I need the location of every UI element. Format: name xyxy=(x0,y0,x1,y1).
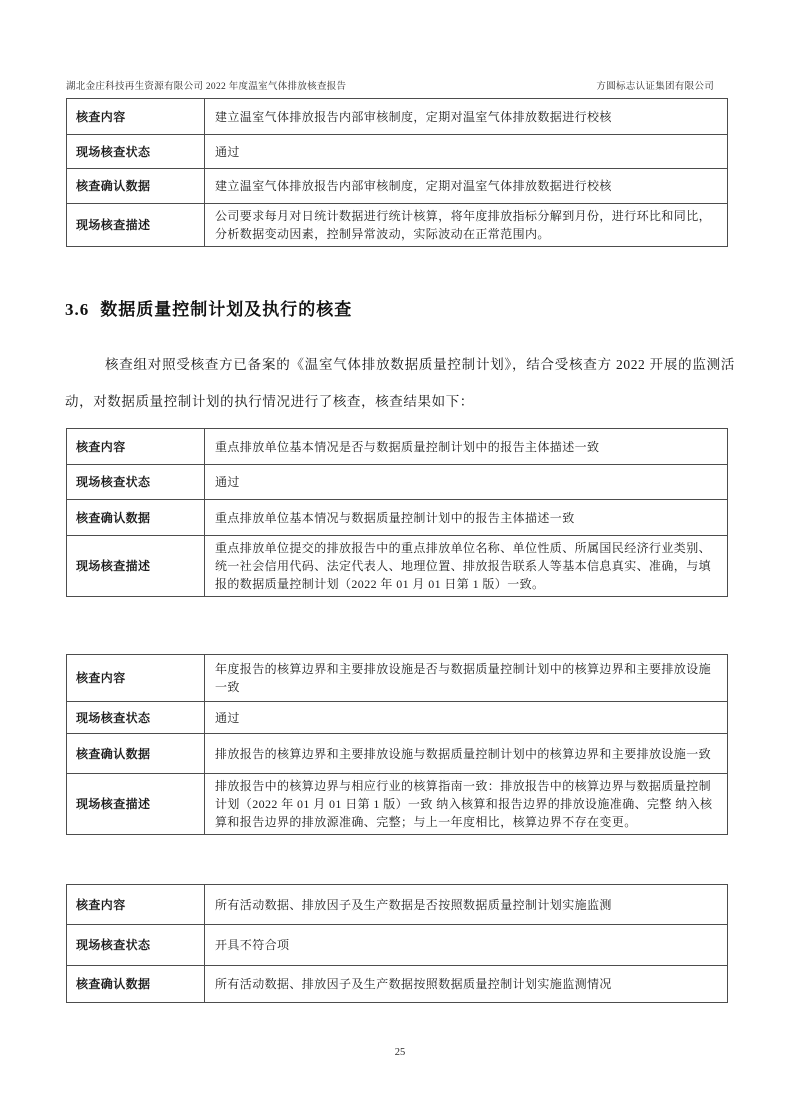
page-number: 25 xyxy=(394,1047,406,1058)
table-row xyxy=(67,885,728,925)
row-value: 所有活动数据、排放因子及生产数据按照数据质量控制计划实施监测情况 xyxy=(205,966,728,1003)
table-row xyxy=(67,702,728,734)
section-number: 3.6 xyxy=(65,300,90,319)
audit-table-3 xyxy=(66,654,728,835)
section-title: 数据质量控制计划及执行的核查 xyxy=(100,300,353,319)
audit-table-1 xyxy=(66,98,728,247)
row-label: 核查确认数据 xyxy=(67,734,205,774)
row-value: 重点排放单位基本情况与数据质量控制计划中的报告主体描述一致 xyxy=(205,500,728,536)
row-label: 现场核查描述 xyxy=(67,536,205,597)
row-label: 核查内容 xyxy=(67,885,205,925)
table-row xyxy=(67,734,728,774)
table-row xyxy=(67,465,728,500)
table-row xyxy=(67,925,728,966)
table-row xyxy=(67,204,728,247)
audit-table-4 xyxy=(66,884,728,1003)
row-value: 开具不符合项 xyxy=(205,925,728,966)
row-value: 重点排放单位基本情况是否与数据质量控制计划中的报告主体描述一致 xyxy=(205,429,728,465)
row-label: 现场核查状态 xyxy=(67,925,205,966)
audit-table-2 xyxy=(66,428,728,597)
row-value: 通过 xyxy=(205,702,728,734)
table-row xyxy=(67,99,728,135)
table-row xyxy=(67,536,728,597)
row-value: 建立温室气体排放报告内部审核制度，定期对温室气体排放数据进行校核 xyxy=(205,99,728,135)
header-left-text: 湖北金庄科技再生资源有限公司 2022 年度温室气体排放核查报告 xyxy=(66,82,347,92)
row-value: 公司要求每月对日统计数据进行统计核算，将年度排放指标分解到月份，进行环比和同比，分析数据变动因素，控制异常波动，实际波动在正常范围内。 xyxy=(205,204,728,247)
row-value: 通过 xyxy=(205,135,728,169)
row-label: 核查内容 xyxy=(67,655,205,702)
table-row xyxy=(67,966,728,1003)
table-row xyxy=(67,655,728,702)
table-row xyxy=(67,135,728,169)
row-value: 建立温室气体排放报告内部审核制度，定期对温室气体排放数据进行校核 xyxy=(205,169,728,204)
table-row xyxy=(67,774,728,835)
row-value: 所有活动数据、排放因子及生产数据是否按照数据质量控制计划实施监测 xyxy=(205,885,728,925)
row-value: 年度报告的核算边界和主要排放设施是否与数据质量控制计划中的核算边界和主要排放设施一致 xyxy=(205,655,728,702)
row-label: 现场核查描述 xyxy=(67,774,205,835)
row-label: 现场核查状态 xyxy=(67,702,205,734)
row-label: 现场核查状态 xyxy=(67,465,205,500)
row-label: 现场核查描述 xyxy=(67,204,205,247)
intro-paragraph: 核查组对照受核查方已备案的《温室气体排放数据质量控制计划》，结合受核查方 2022 开展的监测活动，对数据质量控制计划的执行情况进行了核查，核查结果如下： xyxy=(65,357,735,409)
row-value: 排放报告的核算边界和主要排放设施与数据质量控制计划中的核算边界和主要排放设施一致 xyxy=(205,734,728,774)
header-right-text: 方圆标志认证集团有限公司 xyxy=(596,82,714,92)
page-header xyxy=(66,78,728,92)
row-label: 核查内容 xyxy=(67,99,205,135)
section-heading xyxy=(65,295,735,320)
row-label: 核查确认数据 xyxy=(67,500,205,536)
table-row xyxy=(67,500,728,536)
row-label: 现场核查状态 xyxy=(67,135,205,169)
table-row xyxy=(67,429,728,465)
row-label: 核查确认数据 xyxy=(67,169,205,204)
row-value: 排放报告中的核算边界与相应行业的核算指南一致：排放报告中的核算边界与数据质量控制计划（2022 年 01 月 01 日第 1 版）一致 纳入核算和报告边界的排放设施准确、完整 纳入核算和报告边界的排放源准确、完整；与上一年度相比，核算边界不存在变更。 xyxy=(205,774,728,835)
row-label: 核查内容 xyxy=(67,429,205,465)
row-value: 重点排放单位提交的排放报告中的重点排放单位名称、单位性质、所属国民经济行业类别、统一社会信用代码、法定代表人、地理位置、排放报告联系人等基本信息真实、准确，与填报的数据质量控制计划（2022 年 01 月 01 日第 1 版）一致。 xyxy=(205,536,728,597)
row-value: 通过 xyxy=(205,465,728,500)
table-row xyxy=(67,169,728,204)
row-label: 核查确认数据 xyxy=(67,966,205,1003)
